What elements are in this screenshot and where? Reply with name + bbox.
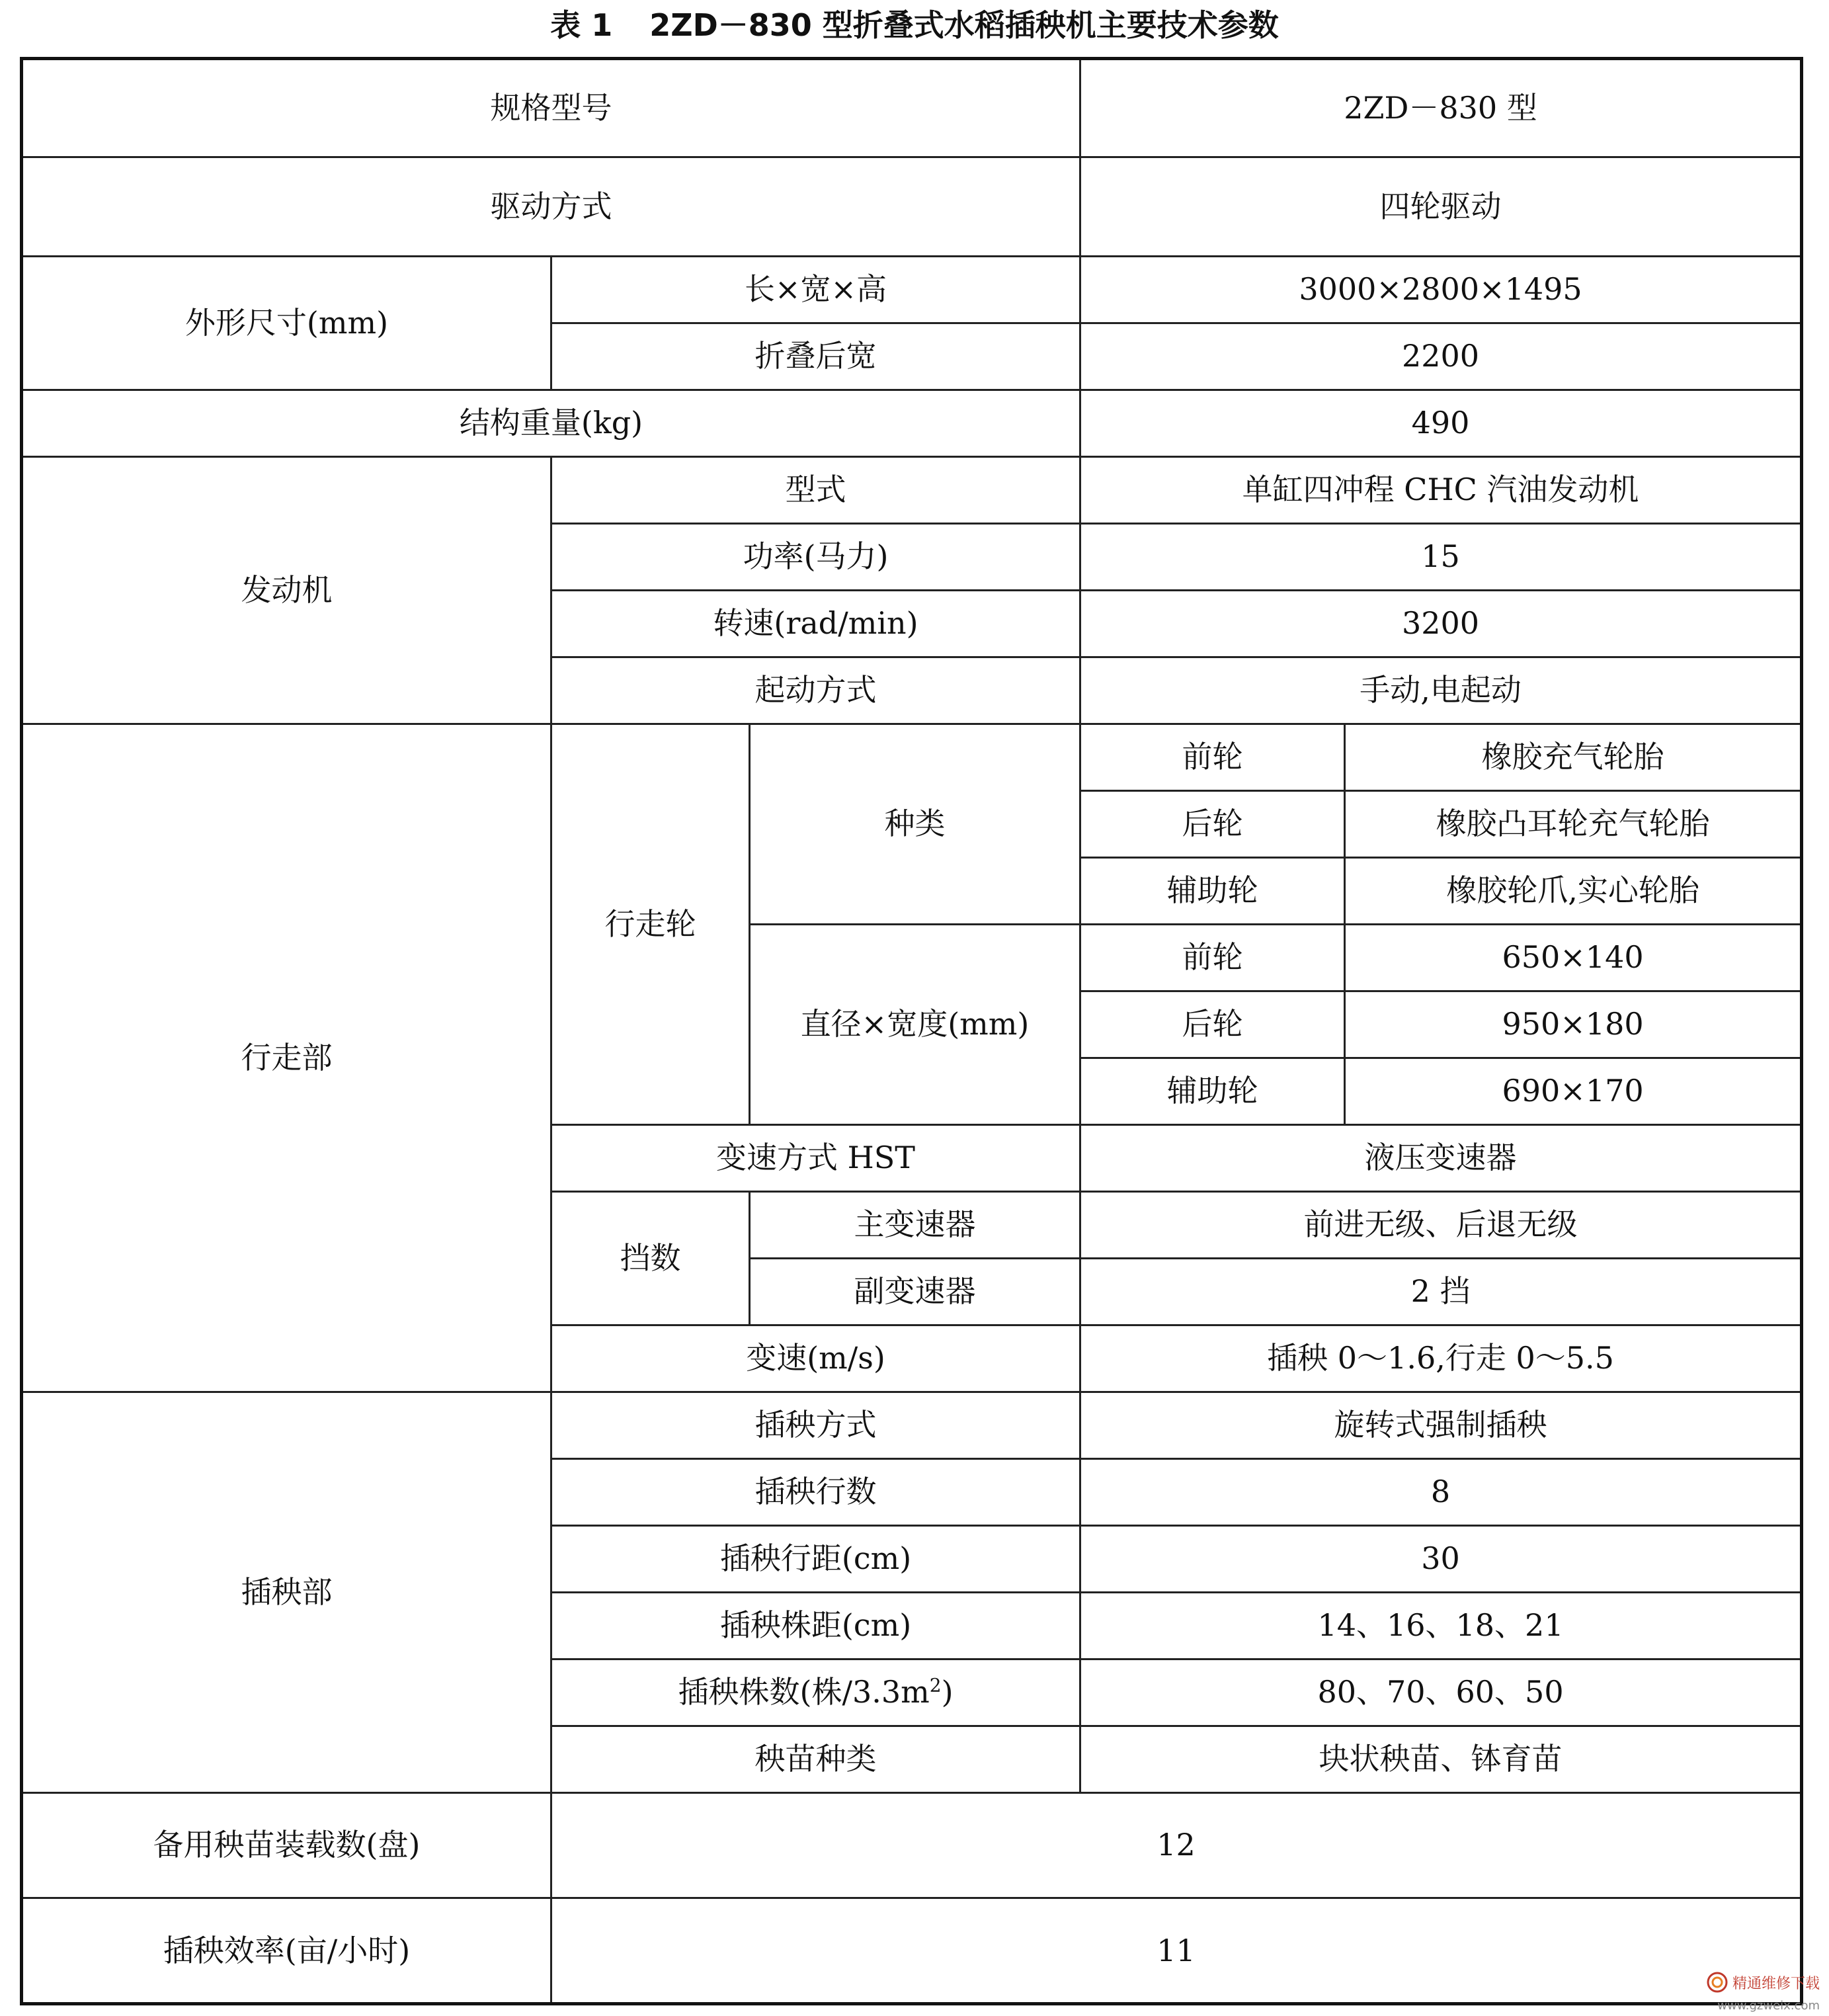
engine-start-label: 起动方式	[551, 657, 1080, 724]
dimensions-label: 外形尺寸(mm)	[22, 256, 551, 390]
wheel-kind-label: 种类	[750, 724, 1080, 924]
watermark-url: www.gzweix.com	[1717, 1998, 1820, 2013]
seedling-label: 秧苗种类	[551, 1726, 1080, 1792]
table-caption	[0, 0, 1829, 50]
plant-spacing-label: 插秧株距(cm)	[551, 1592, 1080, 1659]
row-model	[22, 59, 1802, 157]
engine-type-value: 单缸四冲程 CHC 汽油发动机	[1080, 456, 1802, 523]
engine-speed-value: 3200	[1080, 590, 1802, 657]
engine-power-value: 15	[1080, 523, 1802, 590]
row-plant-method	[22, 1392, 1802, 1458]
plant-count-value: 80、70、60、50	[1080, 1659, 1802, 1726]
gear-main-value: 前进无级、后退无级	[1080, 1191, 1802, 1258]
weight-label: 结构重量(kg)	[22, 390, 1080, 456]
table-title: 2ZD－830 型折叠式水稻插秧机主要技术参数	[649, 7, 1279, 43]
engine-type-label: 型式	[551, 456, 1080, 523]
spare-label: 备用秧苗装载数(盘)	[22, 1792, 551, 1898]
size-aux-value: 690×170	[1345, 1058, 1802, 1124]
size-rear-label: 后轮	[1080, 991, 1345, 1058]
gear-sub-value: 2 挡	[1080, 1258, 1802, 1325]
size-rear-value: 950×180	[1345, 991, 1802, 1058]
kind-aux-value: 橡胶轮爪,实心轮胎	[1345, 857, 1802, 924]
engine-power-label: 功率(马力)	[551, 523, 1080, 590]
table-number: 表 1	[550, 7, 613, 43]
model-label: 规格型号	[22, 59, 1080, 157]
plant-method-value: 旋转式强制插秧	[1080, 1392, 1802, 1458]
engine-start-value: 手动,电起动	[1080, 657, 1802, 724]
folded-label: 折叠后宽	[551, 323, 1080, 390]
plant-count-label-suffix: )	[941, 1674, 954, 1710]
wheels-label: 行走轮	[551, 724, 750, 1124]
planting-label: 插秧部	[22, 1392, 551, 1792]
size-front-value: 650×140	[1345, 924, 1802, 991]
efficiency-label: 插秧效率(亩/小时)	[22, 1898, 551, 2004]
row-spacing-label: 插秧行距(cm)	[551, 1525, 1080, 1592]
row-weight	[22, 390, 1802, 456]
spec-table	[20, 57, 1803, 2005]
velocity-value: 插秧 0～1.6,行走 0～5.5	[1080, 1325, 1802, 1392]
plant-count-label-sup: 2	[929, 1674, 942, 1697]
watermark-text: 精通维修下载	[1732, 1975, 1820, 1992]
travel-label: 行走部	[22, 724, 551, 1392]
model-value: 2ZD－830 型	[1080, 59, 1802, 157]
plant-count-label-prefix: 插秧株数(株/3.3m	[678, 1674, 930, 1710]
folded-value: 2200	[1080, 323, 1802, 390]
plant-rows-label: 插秧行数	[551, 1458, 1080, 1525]
lwh-label: 长×宽×高	[551, 256, 1080, 323]
drive-value: 四轮驱动	[1080, 157, 1802, 256]
wheel-size-label: 直径×宽度(mm)	[750, 924, 1080, 1124]
engine-label: 发动机	[22, 456, 551, 724]
plant-count-label	[551, 1659, 1080, 1726]
gear-label: 挡数	[551, 1191, 750, 1325]
row-drive	[22, 157, 1802, 256]
kind-rear-value: 橡胶凸耳轮充气轮胎	[1345, 790, 1802, 857]
row-efficiency	[22, 1898, 1802, 2004]
plant-rows-value: 8	[1080, 1458, 1802, 1525]
efficiency-value: 11	[551, 1898, 1802, 2004]
gear-main-label: 主变速器	[750, 1191, 1080, 1258]
row-wheel-kind-front	[22, 724, 1802, 790]
swirl-logo-icon	[1706, 1971, 1728, 1997]
seedling-value: 块状秧苗、钵育苗	[1080, 1726, 1802, 1792]
row-spacing-value: 30	[1080, 1525, 1802, 1592]
spare-value: 12	[551, 1792, 1802, 1898]
kind-aux-label: 辅助轮	[1080, 857, 1345, 924]
kind-front-value: 橡胶充气轮胎	[1345, 724, 1802, 790]
gear-sub-label: 副变速器	[750, 1258, 1080, 1325]
drive-label: 驱动方式	[22, 157, 1080, 256]
row-dimensions-lwh	[22, 256, 1802, 323]
plant-spacing-value: 14、16、18、21	[1080, 1592, 1802, 1659]
shift-value: 液压变速器	[1080, 1124, 1802, 1191]
size-aux-label: 辅助轮	[1080, 1058, 1345, 1124]
shift-label: 变速方式 HST	[551, 1124, 1080, 1191]
kind-front-label: 前轮	[1080, 724, 1345, 790]
velocity-label: 变速(m/s)	[551, 1325, 1080, 1392]
size-front-label: 前轮	[1080, 924, 1345, 991]
plant-method-label: 插秧方式	[551, 1392, 1080, 1458]
row-engine-type	[22, 456, 1802, 523]
weight-value: 490	[1080, 390, 1802, 456]
kind-rear-label: 后轮	[1080, 790, 1345, 857]
lwh-value: 3000×2800×1495	[1080, 256, 1802, 323]
row-spare	[22, 1792, 1802, 1898]
engine-speed-label: 转速(rad/min)	[551, 590, 1080, 657]
watermark	[1706, 1971, 1820, 2013]
